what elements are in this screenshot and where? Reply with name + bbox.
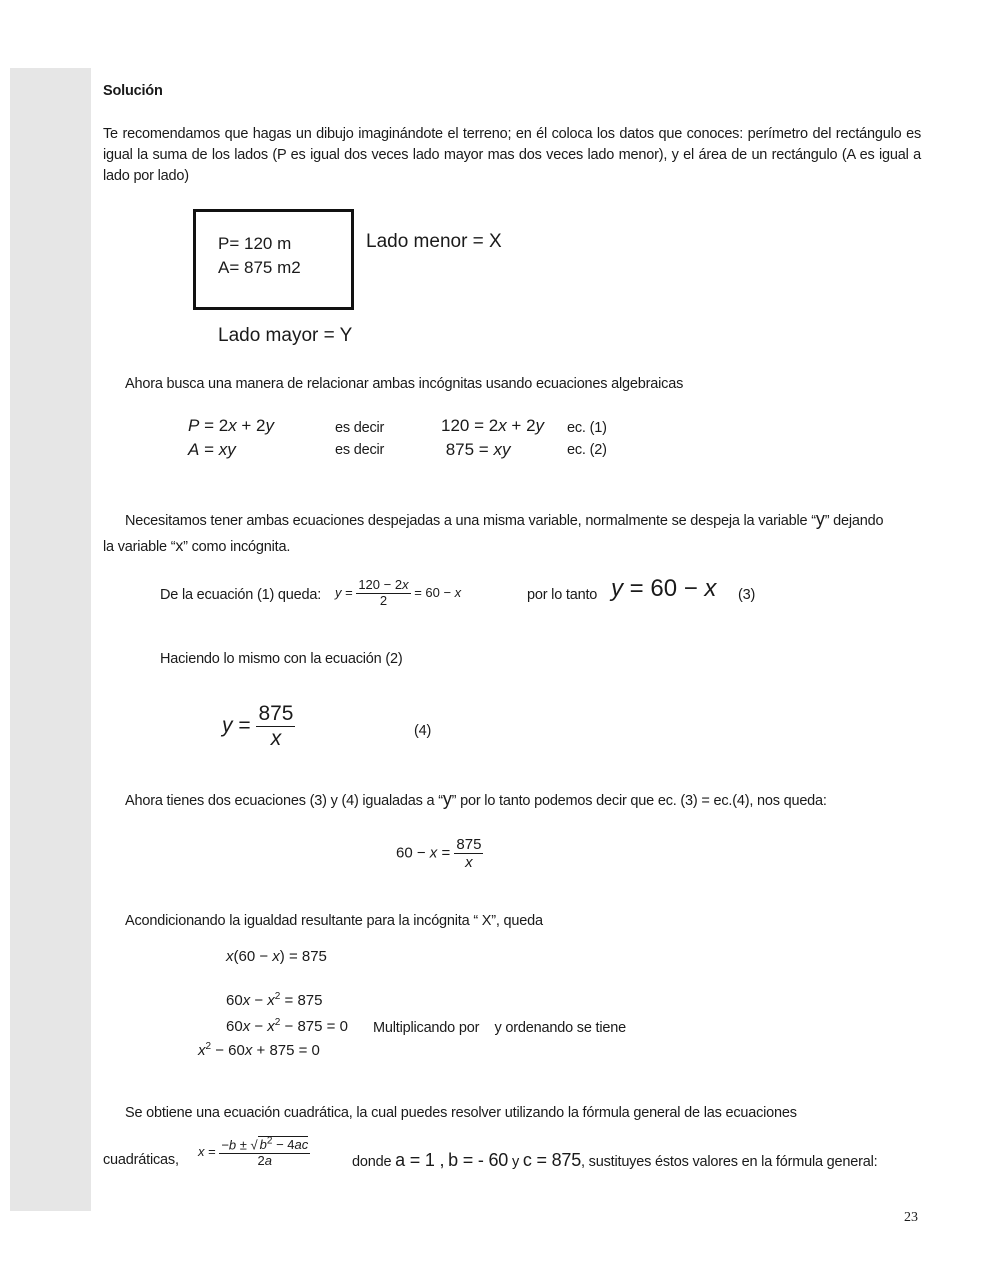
- intro-paragraph: Te recomendamos que hagas un dibujo imaginándote el terreno; en él coloca los datos que conoces: perímetro del rectángulo es igual la suma de los lados (P es igual dos veces lado mayor mas dos veces lado menor), y el área de un rectángulo (A es igual a lado por lado): [103, 126, 921, 184]
- es-decir-1: es decir: [335, 420, 385, 436]
- equal-paragraph: Ahora tienes dos ecuaciones (3) y (4) igualadas a “y” por lo tanto podemos decir que ec. (3) = ec.(4), nos queda:: [125, 789, 827, 809]
- es-decir-2: es decir: [335, 442, 385, 458]
- perimeter-value: P= 120 m: [218, 234, 292, 253]
- eq-label-1: ec. (1): [567, 420, 607, 436]
- combined-equation: 60 − x = $\frac{875}{x}$: [396, 836, 482, 872]
- diagram-values: [218, 232, 301, 280]
- quadratic-paragraph: Se obtiene una ecuación cuadrática, la cual puedes resolver utilizando la fórmula general de las ecuaciones: [125, 1105, 797, 1121]
- equation-system-numeric: 120 = 2x + 2y 875 = xy: [441, 416, 545, 459]
- solve-paragraph: Necesitamos tener ambas ecuaciones despejadas a una misma variable, normalmente se despeja la variable “y” dejando la variable “x” como incógnita.: [103, 509, 884, 555]
- step-1-equation: x(60 − x) = 875: [226, 948, 327, 965]
- quadratic-coefficients: donde a = 1 , b = - 60 y c = 875, sustituyes éstos valores en la fórmula general:: [352, 1150, 878, 1170]
- equation-system-general: P = 2x + 2y A = xy: [188, 416, 275, 459]
- eq-label-2: ec. (2): [567, 442, 607, 458]
- long-side-label: Lado mayor = Y: [218, 325, 353, 346]
- area-value: A= 875 m2: [218, 258, 301, 277]
- relate-paragraph: Ahora busca una manera de relacionar ambas incógnitas usando ecuaciones algebraicas: [125, 376, 684, 392]
- equation-3: y = 60 − x: [611, 575, 717, 602]
- step-4-equation: $x^2 - 60x + 875 = 0$: [198, 1041, 320, 1059]
- therefore-label: por lo tanto: [527, 587, 598, 603]
- eq-label-3: (3): [738, 587, 756, 603]
- quadratic-prefix: cuadráticas,: [103, 1152, 179, 1168]
- page-number: 23: [904, 1210, 918, 1225]
- equation-3-derivation: y = $\frac{120 - 2x}{2}$ = 60 − x: [335, 577, 462, 608]
- es-decir-labels: [335, 417, 384, 461]
- multiply-note: Multiplicando por y ordenando se tiene: [373, 1020, 626, 1036]
- condition-paragraph: Acondicionando la igualdad resultante para la incógnita “ X”, queda: [125, 913, 543, 929]
- step-3-equation: $60x - x^2 - 875 = 0$: [226, 1017, 348, 1035]
- page-sidebar: [10, 68, 91, 1211]
- quadratic-formula: x = $\frac{-b \pm √ b^2 - 4ac}{2a}$: [198, 1136, 309, 1169]
- same-eq2-paragraph: Haciendo lo mismo con la ecuación (2): [160, 651, 403, 667]
- short-side-label: Lado menor = X: [366, 231, 502, 252]
- equation-4: y = $\frac{875}{x}$: [222, 702, 294, 751]
- eq-label-4: (4): [414, 723, 432, 739]
- equation-labels-1-2: [567, 417, 607, 461]
- section-heading: Solución: [103, 83, 163, 99]
- from-eq1-label: De la ecuación (1) queda:: [160, 587, 322, 603]
- step-2-equation: $60x - x^2 = 875$: [226, 991, 323, 1009]
